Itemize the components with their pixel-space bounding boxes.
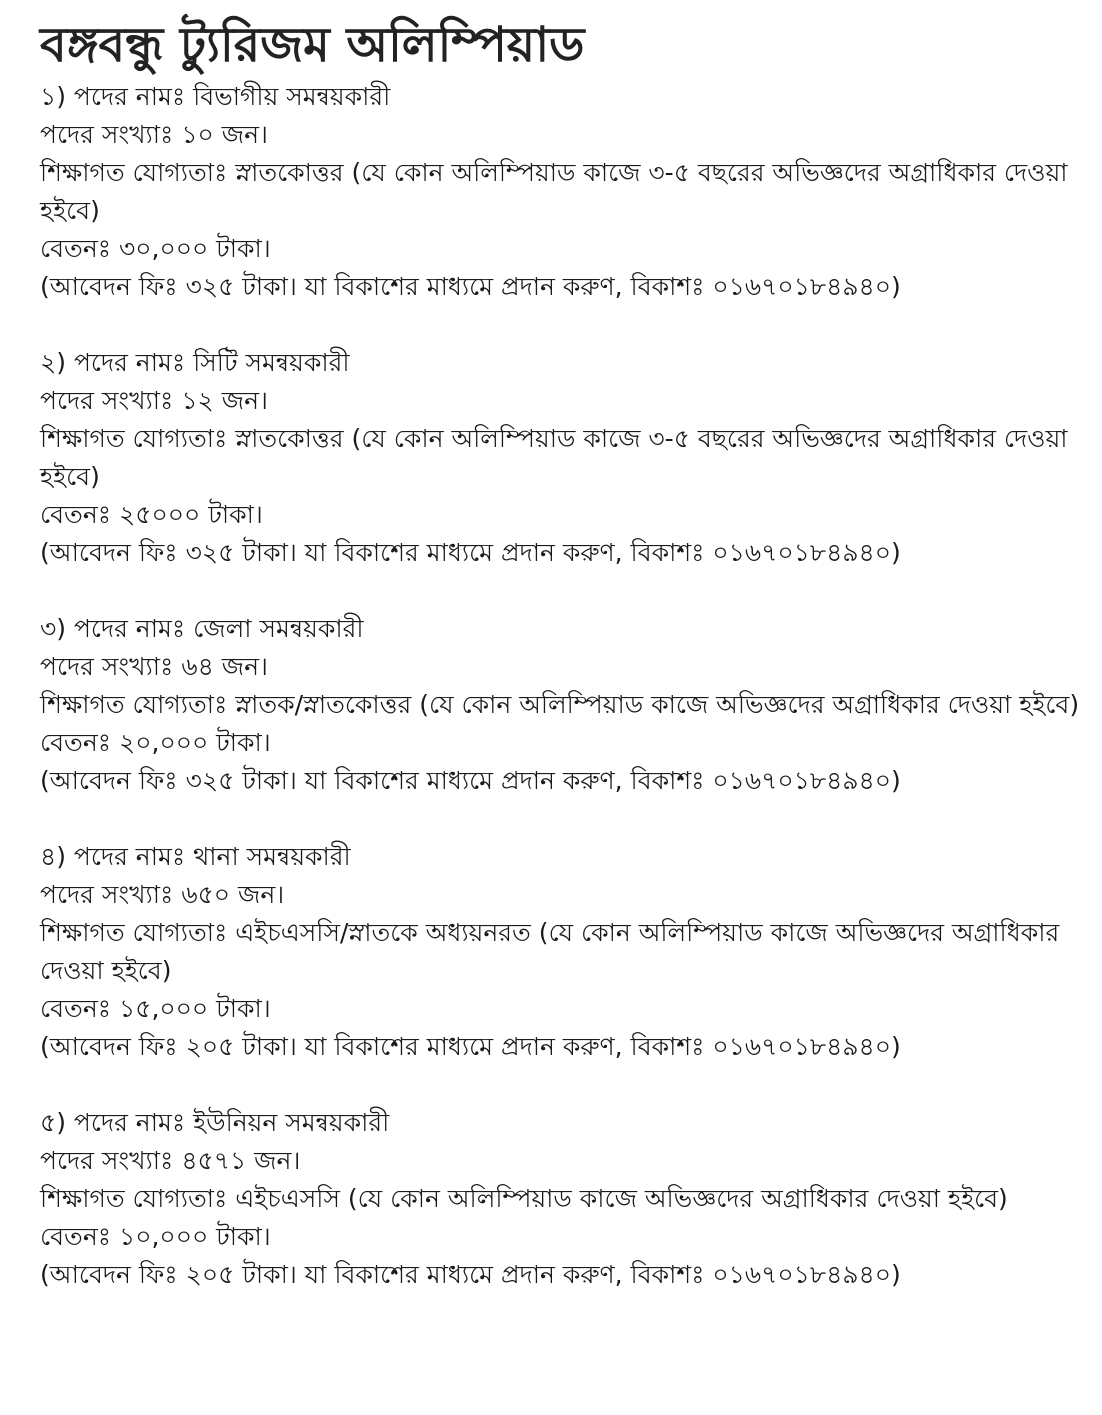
post-education: শিক্ষাগত যোগ্যতাঃ স্নাতক/স্নাতকোত্তর (যে কোন অলিম্পিয়াড কাজে অভিজ্ঞদের অগ্রাধিকার দেওয়া হইবে) xyxy=(40,690,1080,719)
post-education: শিক্ষাগত যোগ্যতাঃ এইচএসসি/স্নাতকে অধ্যয়নরত (যে কোন অলিম্পিয়াড কাজে অভিজ্ঞদের অগ্রাধিকার দেওয়া হইবে) xyxy=(40,918,1060,985)
post-salary: বেতনঃ ১৫,০০০ টাকা। xyxy=(40,994,271,1023)
post-education: শিক্ষাগত যোগ্যতাঃ এইচএসসি (যে কোন অলিম্পিয়াড কাজে অভিজ্ঞদের অগ্রাধিকার দেওয়া হইবে) xyxy=(40,1184,1008,1213)
post-fee: (আবেদন ফিঃ ২০৫ টাকা। যা বিকাশের মাধ্যমে প্রদান করুণ, বিকাশঃ ০১৬৭০১৮৪৯৪০) xyxy=(40,1032,901,1061)
post-salary: বেতনঃ ২০,০০০ টাকা। xyxy=(40,728,271,757)
post-fee: (আবেদন ফিঃ ৩২৫ টাকা। যা বিকাশের মাধ্যমে প্রদান করুণ, বিকাশঃ ০১৬৭০১৮৪৯৪০) xyxy=(40,272,901,301)
post-name: ৪) পদের নামঃ থানা সমন্বয়কারী xyxy=(40,842,351,871)
post-name: ২) পদের নামঃ সিটি সমন্বয়কারী xyxy=(40,348,350,377)
post-count: পদের সংখ্যাঃ ৬৫০ জন। xyxy=(40,880,285,909)
post-section-5 xyxy=(40,1104,1080,1294)
post-count: পদের সংখ্যাঃ ১২ জন। xyxy=(40,386,268,415)
post-count: পদের সংখ্যাঃ ১০ জন। xyxy=(40,120,268,149)
document-page xyxy=(40,12,1080,1294)
post-count: পদের সংখ্যাঃ ৬৪ জন। xyxy=(40,652,268,681)
post-education: শিক্ষাগত যোগ্যতাঃ স্নাতকোত্তর (যে কোন অলিম্পিয়াড কাজে ৩-৫ বছরের অভিজ্ঞদের অগ্রাধিকার দেওয়া হইবে) xyxy=(40,158,1068,225)
post-section-3 xyxy=(40,610,1080,800)
post-count: পদের সংখ্যাঃ ৪৫৭১ জন। xyxy=(40,1146,301,1175)
post-section-4 xyxy=(40,838,1080,1066)
post-fee: (আবেদন ফিঃ ৩২৫ টাকা। যা বিকাশের মাধ্যমে প্রদান করুণ, বিকাশঃ ০১৬৭০১৮৪৯৪০) xyxy=(40,766,901,795)
post-name: ১) পদের নামঃ বিভাগীয় সমন্বয়কারী xyxy=(40,82,391,111)
post-name: ৩) পদের নামঃ জেলা সমন্বয়কারী xyxy=(40,614,364,643)
page-title: বঙ্গবন্ধু ট্যুরিজম অলিম্পিয়াড xyxy=(40,17,585,73)
post-fee: (আবেদন ফিঃ ২০৫ টাকা। যা বিকাশের মাধ্যমে প্রদান করুণ, বিকাশঃ ০১৬৭০১৮৪৯৪০) xyxy=(40,1260,901,1289)
post-name: ৫) পদের নামঃ ইউনিয়ন সমন্বয়কারী xyxy=(40,1108,390,1137)
post-section-1 xyxy=(40,78,1080,306)
post-fee: (আবেদন ফিঃ ৩২৫ টাকা। যা বিকাশের মাধ্যমে প্রদান করুণ, বিকাশঃ ০১৬৭০১৮৪৯৪০) xyxy=(40,538,901,567)
post-education: শিক্ষাগত যোগ্যতাঃ স্নাতকোত্তর (যে কোন অলিম্পিয়াড কাজে ৩-৫ বছরের অভিজ্ঞদের অগ্রাধিকার দেওয়া হইবে) xyxy=(40,424,1068,491)
post-section-2 xyxy=(40,344,1080,572)
post-salary: বেতনঃ ২৫০০০ টাকা। xyxy=(40,500,263,529)
post-salary: বেতনঃ ১০,০০০ টাকা। xyxy=(40,1222,271,1251)
post-salary: বেতনঃ ৩০,০০০ টাকা। xyxy=(40,234,271,263)
